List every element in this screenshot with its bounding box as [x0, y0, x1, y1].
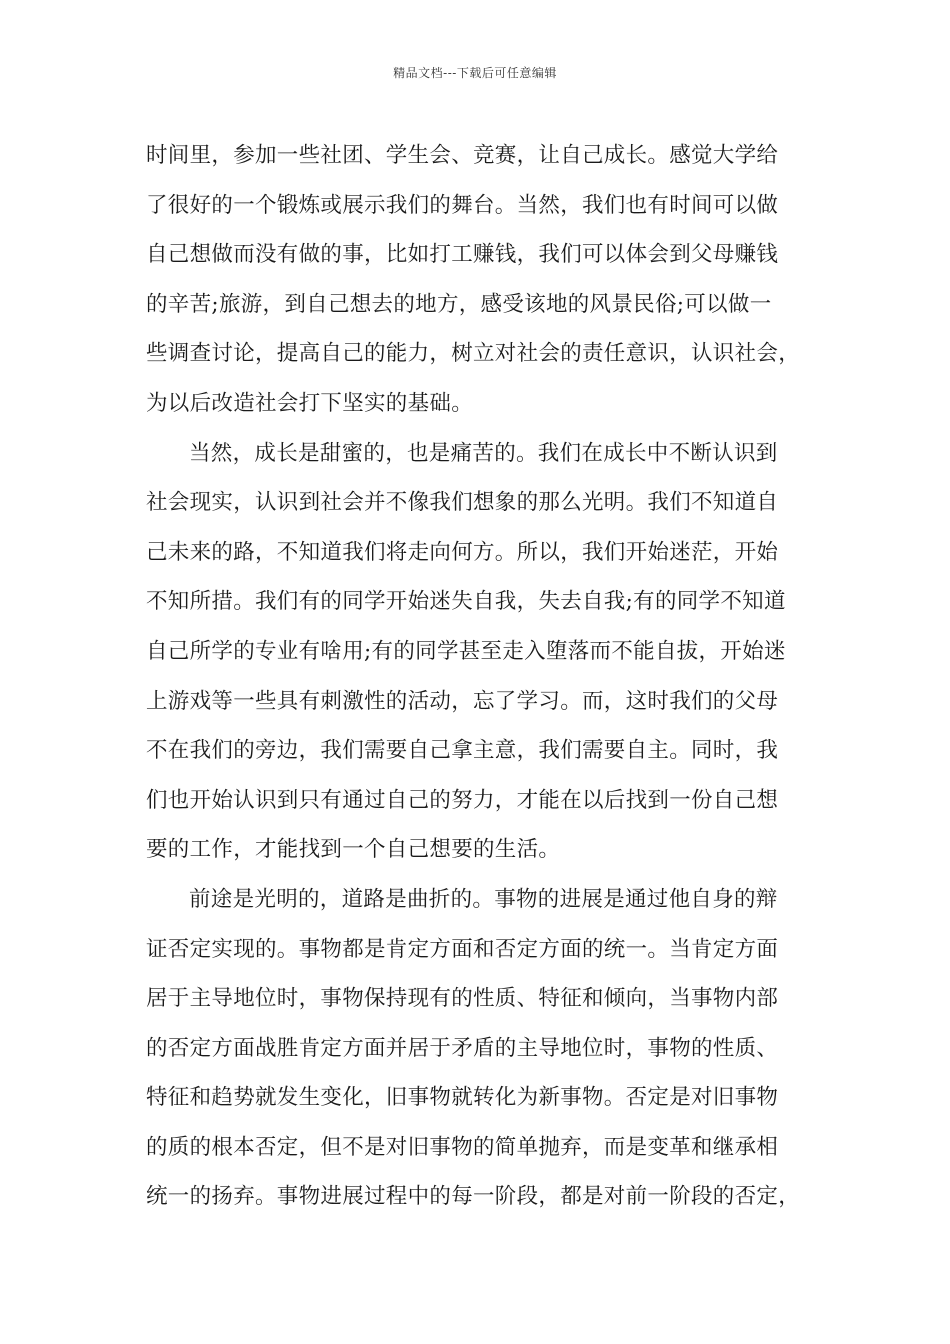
text-line: 了很好的一个锻炼或展示我们的舞台。当然，我们也有时间可以做 [146, 192, 779, 218]
text-line: 不在我们的旁边，我们需要自己拿主意，我们需要自主。同时，我 [146, 738, 779, 764]
text-line: 己未来的路，不知道我们将走向何方。所以，我们开始迷茫，开始 [146, 539, 779, 565]
text-line: 证否定实现的。事物都是肯定方面和否定方面的统一。当肯定方面 [146, 936, 779, 962]
text-line: 统一的扬弃。事物进展过程中的每一阶段，都是对前一阶段的否定， [146, 1184, 801, 1210]
text-line: 不知所措。我们有的同学开始迷失自我，失去自我;有的同学不知道 [146, 589, 786, 615]
text-line: 的辛苦;旅游，到自己想去的地方，感受该地的风景民俗;可以做一 [146, 291, 772, 317]
text-line: 上游戏等一些具有刺激性的活动，忘了学习。而，这时我们的父母 [146, 688, 779, 714]
paragraph-start-line: 前途是光明的，道路是曲折的。事物的进展是通过他自身的辩 [189, 886, 778, 912]
text-line: 时间里，参加一些社团、学生会、竞赛，让自己成长。感觉大学给 [146, 143, 779, 168]
text-line: 些调查讨论，提高自己的能力，树立对社会的责任意识，认识社会， [146, 341, 801, 367]
text-line: 特征和趋势就发生变化，旧事物就转化为新事物。否定是对旧事物 [146, 1085, 779, 1111]
text-line: 自己想做而没有做的事，比如打工赚钱，我们可以体会到父母赚钱 [146, 242, 779, 268]
text-line: 要的工作，才能找到一个自己想要的生活。 [146, 837, 561, 863]
page-header: 精品文档---下载后可任意编辑 [393, 66, 557, 80]
text-line: 的质的根本否定，但不是对旧事物的简单抛弃，而是变革和继承相 [146, 1134, 779, 1160]
text-line: 居于主导地位时，事物保持现有的性质、特征和倾向，当事物内部 [146, 986, 779, 1012]
body-text [146, 131, 826, 1222]
text-line: 为以后改造社会打下坚实的基础。 [146, 390, 474, 416]
text-line: 社会现实，认识到社会并不像我们想象的那么光明。我们不知道自 [146, 490, 779, 516]
text-line: 们也开始认识到只有通过自己的努力，才能在以后找到一份自己想 [146, 787, 779, 813]
text-line: 自己所学的专业有啥用;有的同学甚至走入堕落而不能自拔，开始迷 [146, 638, 786, 664]
text-line: 的否定方面战胜肯定方面并居于矛盾的主导地位时，事物的性质、 [146, 1035, 779, 1061]
paragraph-start-line: 当然，成长是甜蜜的，也是痛苦的。我们在成长中不断认识到 [189, 440, 778, 466]
